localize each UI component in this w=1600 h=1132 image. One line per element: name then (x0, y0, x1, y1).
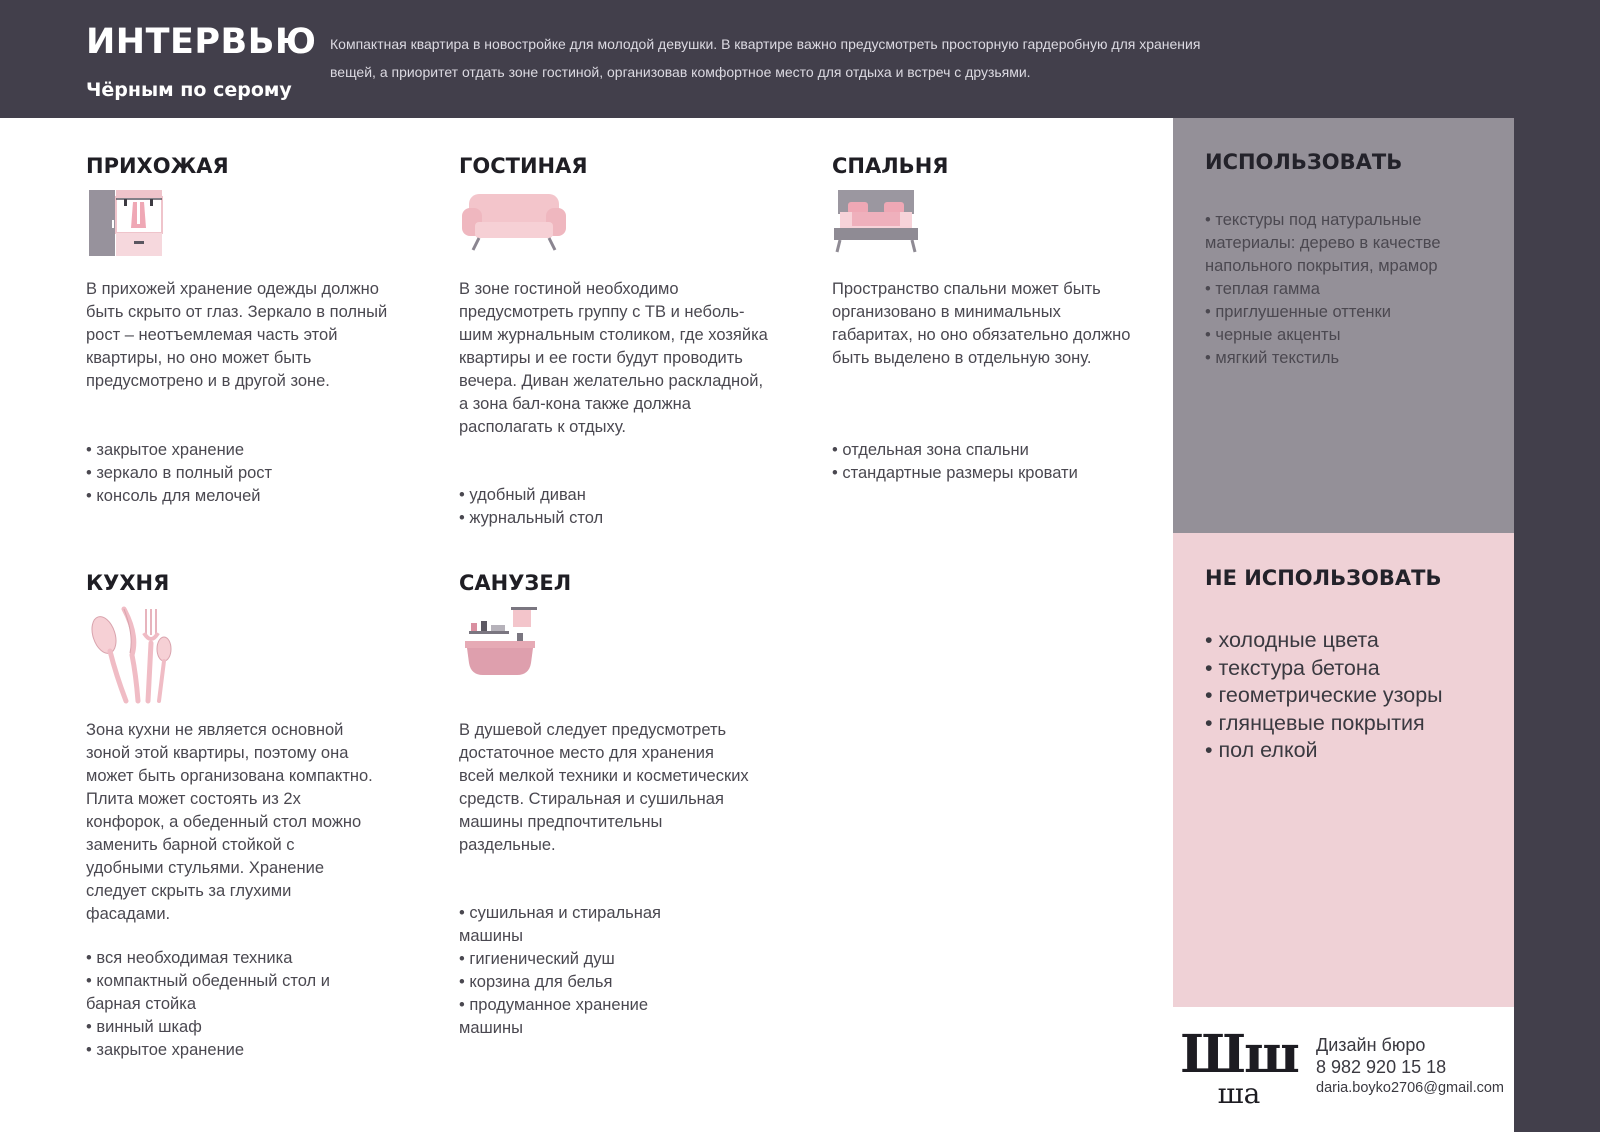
section-text: В прихожей хранение одежды должно быть скрыто от глаз. Зеркало в полный рост – неотъемлемая часть этой квартиры, но оно может быть предусмотрено и в другой зоне. (86, 280, 388, 390)
sofa-icon (459, 188, 569, 254)
list-item: • текстура бетона (1205, 655, 1505, 683)
list-item: • текстуры под натуральные материалы: дерево в качестве напольного покрытия, мрамор (1205, 209, 1505, 278)
section-list (832, 439, 1162, 485)
list-item: • сушильная и стиральная машины (459, 902, 699, 948)
section-living (459, 150, 779, 530)
section-hallway (86, 150, 406, 510)
brief-description: Компактная квартира в новостройке для молодой девушки. В квартире важно предусмотреть просторную гардеробную для хранения вещей, а приоритет отдать зоне гостиной, организовав комфортное место для отдыха и встреч с друзьями. (330, 36, 1201, 80)
section-title: ПРИХОЖАЯ (86, 154, 229, 178)
page-subtitle: Чёрным по серому (86, 79, 292, 101)
list-item: • пол елкой (1205, 737, 1505, 765)
cutlery-icon (86, 605, 176, 705)
section-list (459, 484, 769, 530)
section-title: КУХНЯ (86, 571, 170, 595)
studio-name: Дизайн бюро (1316, 1035, 1426, 1055)
section-text: В зоне гостиной необходимо предусмотреть группу с ТВ и неболь-шим журнальным столиком, где хозяйка квартиры и ее гости будут проводить вечера. Диван желательно раскладной, а зона бал-кона также должна располагать к отдыху. (459, 280, 768, 436)
phone-number[interactable]: 8 982 920 15 18 (1316, 1057, 1447, 1077)
list-item: • гигиенический душ (459, 948, 699, 971)
use-panel (1173, 118, 1514, 533)
page-title: ИНТЕРВЬЮ (86, 22, 317, 62)
list-item: • приглушенные оттенки (1205, 301, 1505, 324)
section-text: Зона кухни не является основной зоной этой квартиры, поэтому она может быть организована компактно. Плита может состоять из 2х конфорок, а обеденный стол можно заменить барной стойкой с удобными стульями. Хранение следует скрыть за глухими фасадами. (86, 721, 373, 923)
studio-logo (1180, 1024, 1298, 1110)
wardrobe-icon (86, 188, 166, 260)
right-edge-bar (1514, 118, 1600, 1132)
list-item: • продуманное хранение машины (459, 994, 699, 1040)
logo-mark: Шш (1180, 1024, 1298, 1085)
section-title: САНУЗЕЛ (459, 571, 572, 595)
list-item: • консоль для мелочей (86, 485, 396, 508)
list-item: • отдельная зона спальни (832, 439, 1162, 462)
section-list (86, 439, 396, 508)
list-item: • вся необходимая техника (86, 947, 346, 970)
list-item: • стандартные размеры кровати (832, 462, 1162, 485)
no-use-title: НЕ ИСПОЛЬЗОВАТЬ (1205, 566, 1442, 590)
section-text: Пространство спальни может быть организовано в минимальных габаритах, но оно обязательно должно быть выделено в отдельную зону. (832, 280, 1131, 367)
section-title: ГОСТИНАЯ (459, 154, 588, 178)
list-item: • удобный диван (459, 484, 769, 507)
bathtub-icon (459, 605, 539, 679)
list-item: • компактный обеденный стол и барная стойка (86, 970, 346, 1016)
no-use-panel (1173, 533, 1514, 1007)
list-item: • винный шкаф (86, 1016, 346, 1039)
section-kitchen (86, 567, 406, 1077)
email-link[interactable]: daria.boyko2706@gmail.com (1316, 1080, 1505, 1096)
section-bathroom (459, 567, 779, 1047)
bed-icon (832, 188, 922, 256)
use-title: ИСПОЛЬЗОВАТЬ (1205, 150, 1403, 174)
section-title: СПАЛЬНЯ (832, 154, 949, 178)
list-item: • мягкий текстиль (1205, 347, 1505, 370)
no-use-list (1205, 627, 1505, 765)
list-item: • корзина для белья (459, 971, 699, 994)
brand-block (1180, 1024, 1510, 1120)
use-list (1205, 209, 1505, 370)
section-text: В душевой следует предусмотреть достаточное место для хранения всей мелкой техники и косметических средств. Стиральная и сушильная машины предпочтительны раздельные. (459, 721, 749, 854)
contact-info (1316, 1034, 1504, 1098)
list-item: • холодные цвета (1205, 627, 1505, 655)
list-item: • теплая гамма (1205, 278, 1505, 301)
list-item: • черные акценты (1205, 324, 1505, 347)
list-item: • геометрические узоры (1205, 682, 1505, 710)
list-item: • закрытое хранение (86, 439, 396, 462)
list-item: • глянцевые покрытия (1205, 710, 1505, 738)
section-list (459, 902, 699, 1040)
list-item: • закрытое хранение (86, 1039, 346, 1062)
section-bedroom (832, 150, 1152, 490)
list-item: • журнальный стол (459, 507, 769, 530)
section-list (86, 947, 346, 1062)
logo-sub: ша (1217, 1077, 1261, 1110)
list-item: • зеркало в полный рост (86, 462, 396, 485)
header-bar (0, 0, 1600, 118)
